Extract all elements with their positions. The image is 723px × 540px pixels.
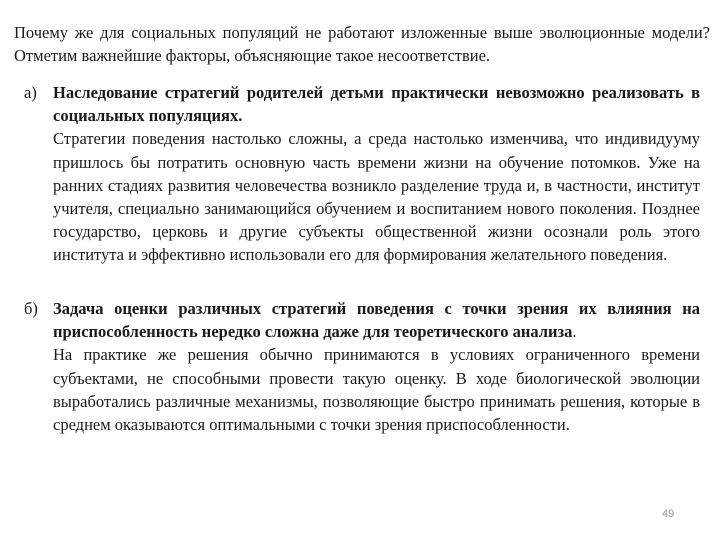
list-marker-b: б)	[24, 299, 38, 318]
list-item-b-body: На практике же решения обычно принимаются в условиях ограниченного времени субъектами, не способными провести такую оценку. В ходе биологической эволюции выработались различные механизмы, позволяющие быстро принимать решения, которые в среднем оказываются оптимальными с точки зрения приспособленности.	[53, 345, 700, 435]
list-marker-a: а)	[24, 83, 37, 102]
list-item-b-content	[53, 297, 700, 436]
list-item-a	[24, 81, 700, 267]
list-item-b-heading-text: Задача оценки различных стратегий поведения с точки зрения их влияния на приспособленность нередко сложна даже для теоретического анализа	[53, 299, 700, 342]
list-item-a-heading	[53, 81, 700, 127]
list-item-a-content	[53, 81, 700, 267]
list-item-b	[24, 297, 700, 436]
intro-paragraph: Почему же для социальных популяций не работают изложенные выше эволюционные модели? Отметим важнейшие факторы, объясняющие такое несоответствие.	[14, 23, 710, 65]
list-item-a-heading-text: Наследование стратегий родителей детьми практически невозможно реализовать в социальных популяциях.	[53, 83, 700, 126]
list-item-b-heading-tail: .	[572, 322, 577, 342]
page-number: 49	[662, 508, 675, 520]
list-item-a-body: Стратегии поведения настолько сложны, а среда настолько изменчива, что индивидууму пришлось бы потратить основную часть времени жизни на обучение потомков. Уже на ранних стадиях развития человечества возникло разделение труда и, в частности, институт учителя, специально занимающийся обучением и воспитанием нового поколения. Позднее государство, церковь и другие субъекты общественной жизни осознали роль этого института и эффективно использовали его для формирования желательного поведения.	[53, 129, 700, 265]
list-item-b-heading	[53, 297, 700, 343]
